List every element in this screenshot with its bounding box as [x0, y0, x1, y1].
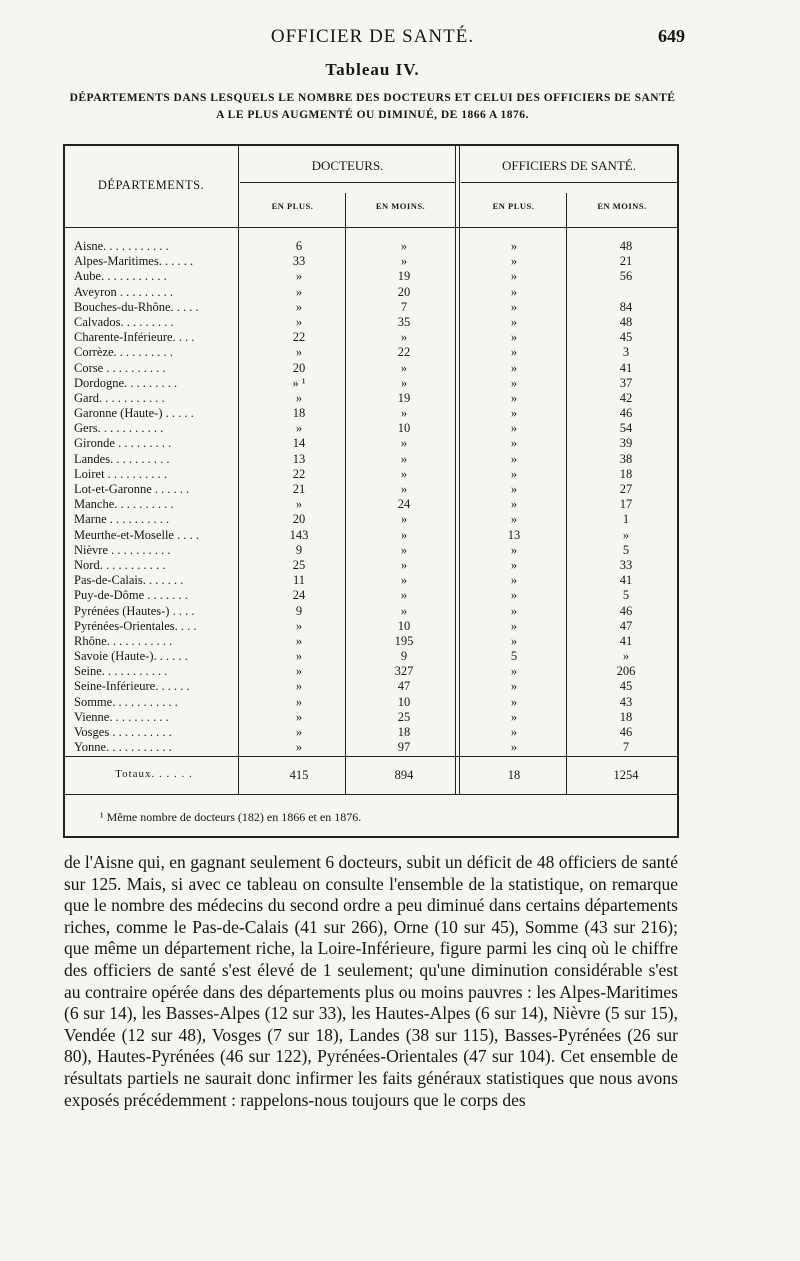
docteurs-plus-cell: 20: [292, 360, 306, 375]
department-cell: Bouches-du-Rhône. . . . .: [74, 299, 199, 314]
totals-row: [74, 768, 666, 784]
officiers-plus-cell: »: [510, 451, 518, 466]
officiers-moins-cell: 56: [619, 269, 633, 284]
officiers-moins-cell: 43: [619, 694, 633, 709]
officiers-plus-cell: »: [510, 512, 518, 527]
docteurs-plus-cell: »: [295, 740, 303, 755]
officiers-plus-cell: »: [510, 239, 518, 253]
table-row: [74, 452, 666, 467]
docteurs-plus-cell: 11: [292, 573, 306, 588]
department-cell: Nord. . . . . . . . . . .: [74, 557, 166, 572]
officiers-moins-cell: 1: [622, 512, 630, 527]
department-cell: Gard. . . . . . . . . . .: [74, 390, 165, 405]
docteurs-plus-cell: »: [295, 345, 303, 360]
officiers-plus-cell: 13: [507, 527, 521, 542]
officiers-moins-cell: 46: [619, 603, 633, 618]
table-row: [74, 649, 666, 664]
department-cell: Aube. . . . . . . . . . .: [74, 269, 167, 284]
docteurs-plus-cell: 25: [292, 557, 306, 572]
docteurs-plus-cell: 6: [295, 239, 303, 253]
docteurs-moins-cell: 18: [397, 725, 411, 739]
officiers-plus-cell: »: [510, 360, 518, 375]
officiers-moins-cell: 54: [619, 421, 633, 436]
department-cell: Aisne. . . . . . . . . . .: [74, 239, 169, 253]
officiers-plus-cell: »: [510, 330, 518, 345]
docteurs-moins-cell: »: [400, 330, 408, 345]
docteurs-plus-cell: »: [295, 299, 303, 314]
table-row: [74, 482, 666, 497]
officiers-plus-cell: »: [510, 740, 518, 755]
group-header-docteurs: DOCTEURS.: [311, 158, 384, 173]
docteurs-moins-cell: 7: [400, 299, 408, 314]
docteurs-plus-cell: 9: [295, 542, 303, 557]
officiers-plus-cell: »: [510, 406, 518, 421]
officiers-moins-cell: 27: [619, 482, 633, 496]
docteurs-plus-cell: 18: [292, 406, 306, 421]
docteurs-moins-cell: 47: [397, 679, 411, 694]
officiers-moins-cell: 7: [622, 740, 630, 755]
table-number: Tableau IV.: [325, 60, 420, 79]
docteurs-plus-cell: »: [295, 694, 303, 709]
officiers-plus-cell: »: [510, 421, 518, 436]
officiers-plus-cell: »: [510, 694, 518, 709]
officiers-moins-cell: 38: [619, 451, 633, 466]
col-header-departements: DÉPARTEMENTS.: [97, 178, 205, 192]
officiers-plus-cell: »: [510, 254, 518, 269]
officiers-moins-cell: 21: [619, 254, 633, 269]
department-cell: Seine-Inférieure. . . . . .: [74, 679, 190, 694]
officiers-moins-cell: 18: [619, 466, 633, 481]
docteurs-moins-cell: »: [400, 466, 408, 481]
department-cell: Corrèze. . . . . . . . . .: [74, 345, 173, 360]
officiers-plus-cell: »: [510, 679, 518, 694]
docteurs-moins-cell: »: [400, 512, 408, 527]
totals-officiers-moins: 1254: [613, 768, 639, 782]
caption-line-1: DÉPARTEMENTS DANS LESQUELS LE NOMBRE DES DOCTEURS ET CELUI DES OFFICIERS DE SANTÉ: [69, 92, 676, 104]
docteurs-moins-cell: 19: [397, 390, 411, 405]
table-row: [74, 634, 666, 649]
body-paragraph: [64, 852, 678, 1111]
docteurs-plus-cell: 22: [292, 466, 306, 481]
table-row: [74, 497, 666, 512]
docteurs-moins-cell: 24: [397, 497, 411, 512]
docteurs-plus-cell: »: [295, 284, 303, 299]
docteurs-plus-cell: »: [295, 314, 303, 329]
table-row: [74, 543, 666, 558]
subheader-officiers-plus: EN PLUS.: [492, 201, 535, 211]
table-row: [74, 436, 666, 451]
docteurs-moins-cell: »: [400, 573, 408, 588]
department-cell: Aveyron . . . . . . . . .: [74, 284, 174, 299]
table-caption: [60, 90, 685, 124]
department-cell: Alpes-Maritimes. . . . . .: [74, 254, 194, 269]
table-row: [74, 512, 666, 527]
officiers-plus-cell: »: [510, 482, 518, 496]
officiers-moins-cell: 42: [619, 390, 633, 405]
docteurs-plus-cell: »: [295, 664, 303, 679]
department-cell: Nièvre . . . . . . . . . .: [74, 542, 171, 557]
officiers-plus-cell: »: [510, 709, 518, 724]
department-cell: Vosges . . . . . . . . . .: [74, 725, 172, 739]
department-cell: Calvados. . . . . . . . .: [74, 314, 174, 329]
table-row: [74, 269, 666, 284]
officiers-moins-cell: 17: [619, 497, 633, 512]
officiers-plus-cell: »: [510, 573, 518, 588]
department-cell: Lot-et-Garonne . . . . . .: [74, 482, 190, 496]
officiers-plus-cell: »: [510, 497, 518, 512]
page-number: 649: [658, 26, 685, 46]
group-header-officiers: OFFICIERS DE SANTÉ.: [502, 158, 636, 173]
table-row: [74, 376, 666, 391]
officiers-plus-cell: »: [510, 299, 518, 314]
docteurs-plus-cell: »: [295, 421, 303, 436]
docteurs-moins-cell: »: [400, 482, 408, 496]
officiers-moins-cell: 18: [619, 709, 633, 724]
table-row: [74, 239, 666, 254]
officiers-plus-cell: »: [510, 375, 518, 390]
docteurs-moins-cell: 20: [397, 284, 411, 299]
department-cell: Savoie (Haute-). . . . . .: [74, 649, 188, 664]
officiers-moins-cell: 5: [622, 542, 630, 557]
docteurs-plus-cell: »: [295, 725, 303, 739]
docteurs-moins-cell: »: [400, 254, 408, 269]
table-row: [74, 558, 666, 573]
department-cell: Pas-de-Calais. . . . . . .: [74, 573, 184, 588]
docteurs-moins-cell: »: [400, 360, 408, 375]
running-title: OFFICIER DE SANTÉ.: [270, 26, 475, 47]
table-row: [74, 300, 666, 315]
table-row: [74, 406, 666, 421]
table-row: [74, 254, 666, 269]
docteurs-moins-cell: 35: [397, 314, 411, 329]
officiers-moins-cell: 84: [619, 299, 633, 314]
officiers-moins-cell: 41: [619, 573, 633, 588]
officiers-moins-cell: 39: [619, 436, 633, 451]
subheader-officiers-moins: EN MOINS.: [597, 201, 647, 211]
officiers-plus-cell: »: [510, 284, 518, 299]
officiers-moins-cell: 48: [619, 314, 633, 329]
officiers-moins-cell: 33: [619, 557, 633, 572]
table-row: [74, 619, 666, 634]
table-row: [74, 345, 666, 360]
totals-docteurs-plus: 415: [289, 768, 309, 782]
officiers-moins-cell: 3: [622, 345, 630, 360]
department-cell: Marne . . . . . . . . . .: [74, 512, 170, 527]
caption-line-2: A LE PLUS AUGMENTÉ OU DIMINUÉ, DE 1866 A 1876.: [216, 109, 529, 121]
footnote-rule: [65, 794, 677, 795]
officiers-plus-cell: 5: [510, 649, 518, 664]
department-cell: Yonne. . . . . . . . . . .: [74, 740, 172, 755]
officiers-plus-cell: »: [510, 603, 518, 618]
table-row: [74, 725, 666, 740]
department-cell: Vienne. . . . . . . . . .: [74, 709, 169, 724]
docteurs-moins-cell: 19: [397, 269, 411, 284]
officiers-moins-cell: 206: [616, 664, 636, 679]
docteurs-moins-cell: 195: [394, 633, 414, 648]
department-cell: Loiret . . . . . . . . . .: [74, 466, 168, 481]
docteurs-plus-cell: 13: [292, 451, 306, 466]
department-cell: Meurthe-et-Moselle . . . .: [74, 527, 199, 542]
totals-rule: [65, 756, 677, 757]
officiers-moins-cell: 41: [619, 360, 633, 375]
docteurs-plus-cell: 20: [292, 512, 306, 527]
table-row: [74, 421, 666, 436]
officiers-plus-cell: »: [510, 633, 518, 648]
table-row: [74, 330, 666, 345]
officiers-plus-cell: »: [510, 436, 518, 451]
totals-docteurs-moins: 894: [394, 768, 414, 782]
officiers-moins-cell: 48: [619, 239, 633, 253]
officiers-moins-cell: 46: [619, 406, 633, 421]
docteurs-plus-cell: 22: [292, 330, 306, 345]
department-cell: Pyrénées (Hautes-) . . . .: [74, 603, 195, 618]
docteurs-plus-cell: »: [295, 679, 303, 694]
officiers-plus-cell: »: [510, 618, 518, 633]
table-row: [74, 467, 666, 482]
department-cell: Dordogne. . . . . . . . .: [74, 375, 178, 390]
table-row: [74, 528, 666, 543]
docteurs-plus-cell: »: [295, 497, 303, 512]
officiers-moins-cell: 46: [619, 725, 633, 739]
body-text: de l'Aisne qui, en gagnant seulement 6 docteurs, subit un déficit de 48 officiers de santé sur 125. Mais, si avec ce tableau on consulte l'ensemble de la statistique, on remarque que le nombre des médecins du second ordre a peu diminué dans certains départements riches, comme le Pas-de-Calais (41 sur 266), Orne (10 sur 45), Somme (43 sur 216); que même un département riche, la Loire-Inférieure, figure parmi les cinq où le chiffre des officiers de santé s'est élevé de 1 seulement; qu'une diminution considérable s'est au contraire opérée dans des départements plus ou moins pauvres : les Alpes-Maritimes (6 sur 14), les Basses-Alpes (12 sur 33), les Hautes-Alpes (6 sur 14), Nièvre (5 sur 15), Vendée (12 sur 48), Vosges (7 sur 18), Landes (38 sur 115), Basses-Pyrénées (26 sur 80), Hautes-Pyrénées (46 sur 122), Pyrénées-Orientales (47 sur 104). Cet ensemble de résultats partiels ne saurait donc infirmer les faits généraux statistiques que nous avons exposés précédemment : rappelons-nous toujours que le corps des: [64, 852, 678, 1110]
department-cell: Corse . . . . . . . . . .: [74, 360, 166, 375]
department-cell: Charente-Inférieure. . . .: [74, 330, 195, 345]
table-row: [74, 361, 666, 376]
docteurs-moins-cell: »: [400, 588, 408, 603]
docteurs-plus-cell: »: [295, 390, 303, 405]
officiers-plus-cell: »: [510, 466, 518, 481]
footnote: ¹ Même nombre de docteurs (182) en 1866 et en 1876.: [100, 810, 362, 824]
docteurs-plus-cell: »: [295, 618, 303, 633]
department-cell: Pyrénées-Orientales. . . .: [74, 618, 197, 633]
docteurs-moins-cell: 25: [397, 709, 411, 724]
docteurs-moins-cell: »: [400, 436, 408, 451]
group-rule: [240, 182, 455, 183]
docteurs-plus-cell: 143: [289, 527, 309, 542]
header-rule: [65, 227, 677, 228]
docteurs-moins-cell: »: [400, 239, 408, 253]
docteurs-plus-cell: 21: [292, 482, 306, 496]
docteurs-plus-cell: »: [295, 649, 303, 664]
totals-label: Totaux. . . . . .: [115, 768, 193, 780]
docteurs-moins-cell: »: [400, 527, 408, 542]
docteurs-moins-cell: 97: [397, 740, 411, 755]
subheader-docteurs-moins: EN MOINS.: [375, 201, 426, 211]
docteurs-moins-cell: »: [400, 603, 408, 618]
table-row: [74, 710, 666, 725]
docteurs-plus-cell: »: [295, 633, 303, 648]
table-row: [74, 588, 666, 603]
officiers-moins-cell: 47: [619, 618, 633, 633]
department-cell: Rhône. . . . . . . . . . .: [74, 633, 173, 648]
docteurs-moins-cell: »: [400, 406, 408, 421]
officiers-plus-cell: »: [510, 269, 518, 284]
docteurs-moins-cell: 327: [394, 664, 414, 679]
table-row: [74, 604, 666, 619]
department-cell: Seine. . . . . . . . . . .: [74, 664, 168, 679]
officiers-plus-cell: »: [510, 542, 518, 557]
docteurs-plus-cell: » ¹: [292, 375, 306, 390]
docteurs-plus-cell: »: [295, 709, 303, 724]
department-cell: Gironde . . . . . . . . .: [74, 436, 172, 451]
docteurs-plus-cell: 14: [292, 436, 306, 451]
officiers-moins-cell: 45: [619, 679, 633, 694]
docteurs-plus-cell: 9: [295, 603, 303, 618]
table-row: [74, 664, 666, 679]
docteurs-moins-cell: 10: [397, 618, 411, 633]
officiers-plus-cell: »: [510, 557, 518, 572]
docteurs-moins-cell: »: [400, 542, 408, 557]
officiers-moins-cell: »: [622, 527, 630, 542]
group-rule: [461, 182, 677, 183]
department-cell: Puy-de-Dôme . . . . . . .: [74, 588, 188, 603]
department-cell: Landes. . . . . . . . . .: [74, 451, 170, 466]
officiers-plus-cell: »: [510, 725, 518, 739]
table-row: [74, 391, 666, 406]
docteurs-moins-cell: »: [400, 557, 408, 572]
totals-officiers-plus: 18: [507, 768, 521, 782]
officiers-moins-cell: 41: [619, 633, 633, 648]
officiers-moins-cell: »: [622, 649, 630, 664]
table-row: [74, 285, 666, 300]
docteurs-plus-cell: »: [295, 269, 303, 284]
subheader-docteurs-plus: EN PLUS.: [271, 201, 314, 211]
officiers-plus-cell: »: [510, 588, 518, 603]
table-row: [74, 679, 666, 694]
department-cell: Garonne (Haute-) . . . . .: [74, 406, 194, 421]
officiers-plus-cell: »: [510, 390, 518, 405]
docteurs-moins-cell: »: [400, 375, 408, 390]
table-row: [74, 315, 666, 330]
docteurs-moins-cell: 10: [397, 421, 411, 436]
department-cell: Somme. . . . . . . . . . .: [74, 694, 178, 709]
table-row: [74, 740, 666, 755]
docteurs-moins-cell: 22: [397, 345, 411, 360]
officiers-moins-cell: 45: [619, 330, 633, 345]
table-body: [74, 239, 666, 755]
running-header: [60, 26, 685, 50]
officiers-moins-cell: 37: [619, 375, 633, 390]
table-row: [74, 695, 666, 710]
docteurs-moins-cell: 10: [397, 694, 411, 709]
officiers-plus-cell: »: [510, 314, 518, 329]
docteurs-plus-cell: 33: [292, 254, 306, 269]
docteurs-moins-cell: 9: [400, 649, 408, 664]
docteurs-moins-cell: »: [400, 451, 408, 466]
officiers-plus-cell: »: [510, 345, 518, 360]
department-cell: Gers. . . . . . . . . . .: [74, 421, 164, 436]
officiers-moins-cell: 5: [622, 588, 630, 603]
department-cell: Manche. . . . . . . . . .: [74, 497, 174, 512]
table-row: [74, 573, 666, 588]
docteurs-plus-cell: 24: [292, 588, 306, 603]
officiers-plus-cell: »: [510, 664, 518, 679]
